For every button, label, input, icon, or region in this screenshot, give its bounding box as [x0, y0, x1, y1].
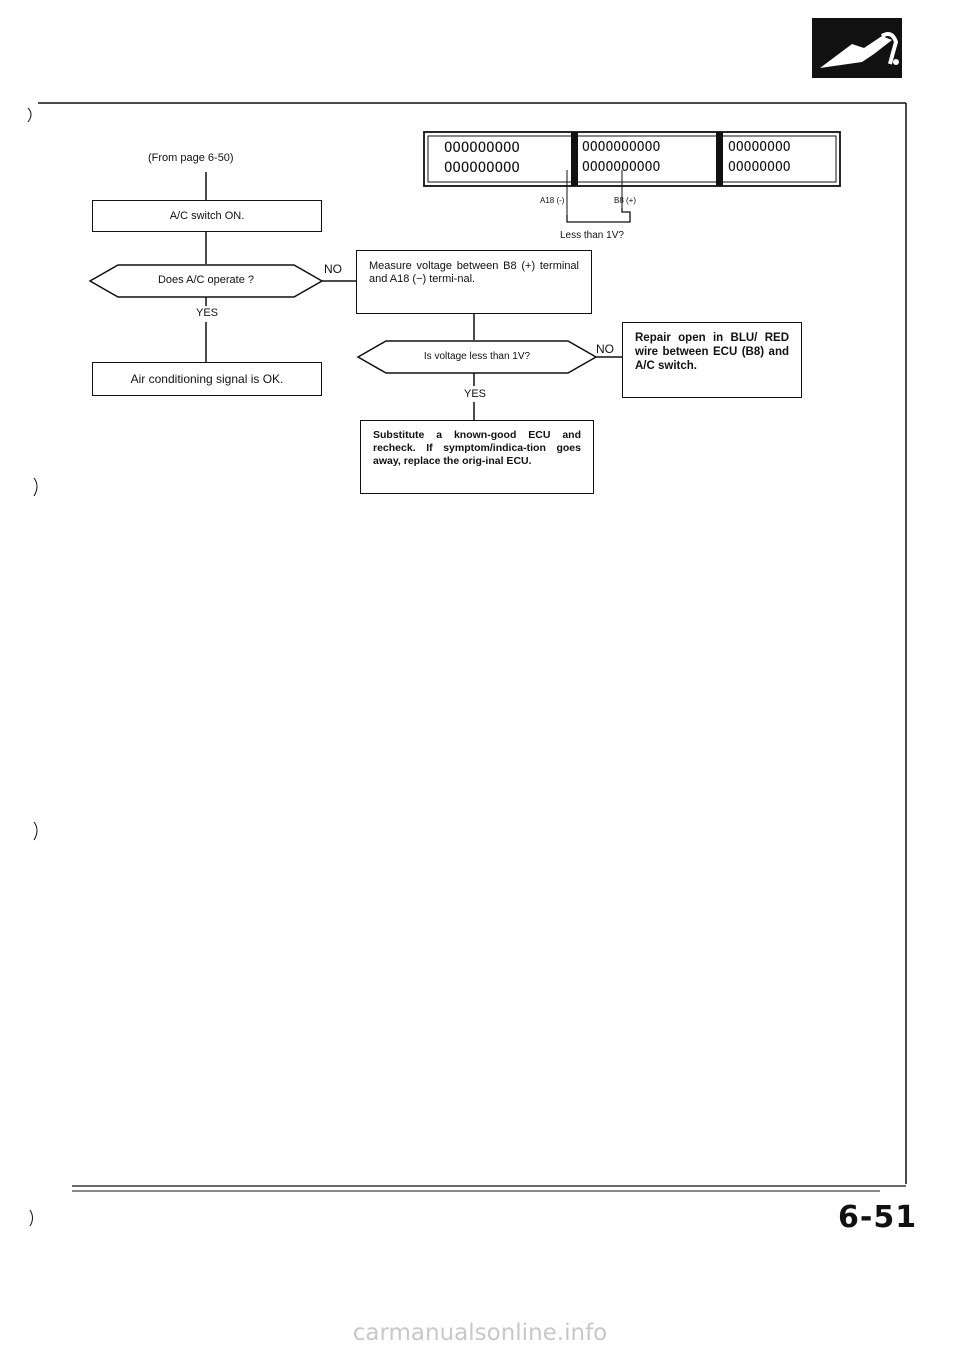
connector-group-1-bottom: OOOOOOOOO	[444, 160, 520, 176]
decision-voltage-less-than-1v: Is voltage less than 1V?	[423, 351, 531, 362]
label-yes-1: YES	[196, 307, 219, 319]
watermark: carmanualsonline.info	[352, 1320, 608, 1346]
step-ac-switch-on: A/C switch ON.	[92, 200, 322, 232]
connector-group-3-top: OOOOOOOO	[728, 140, 791, 155]
fuel-nozzle-icon	[812, 18, 902, 78]
connector-group-3-bottom: OOOOOOOO	[728, 160, 791, 175]
pin-label-b8: B8 (+)	[614, 196, 637, 205]
connector-group-1-top: OOOOOOOOO	[444, 140, 520, 156]
start-note: (From page 6-50)	[148, 152, 234, 164]
result-repair-open: Repair open in BLU/ RED wire between ECU (B8) and A/C switch.	[622, 322, 802, 398]
label-no-2: NO	[596, 342, 614, 356]
decision-ac-operate: Does A/C operate ?	[157, 274, 254, 286]
connector-group-2-bottom: OOOOOOOOOO	[582, 160, 661, 175]
connector-question: Less than 1V?	[560, 230, 624, 241]
result-signal-ok: Air conditioning signal is OK.	[92, 362, 322, 396]
step-measure-voltage: Measure voltage between B8 (+) terminal and A18 (−) termi-nal.	[356, 250, 592, 314]
result-substitute-ecu: Substitute a known-good ECU and recheck. If symptom/indica-tion goes away, replace the orig-inal ECU.	[360, 420, 594, 494]
pin-label-a18: A18 (-)	[540, 196, 565, 205]
label-no-1: NO	[324, 262, 342, 276]
connector-group-2-top: OOOOOOOOOO	[582, 140, 661, 155]
page-number: 6-51	[838, 1200, 918, 1235]
label-yes-2: YES	[464, 388, 487, 400]
